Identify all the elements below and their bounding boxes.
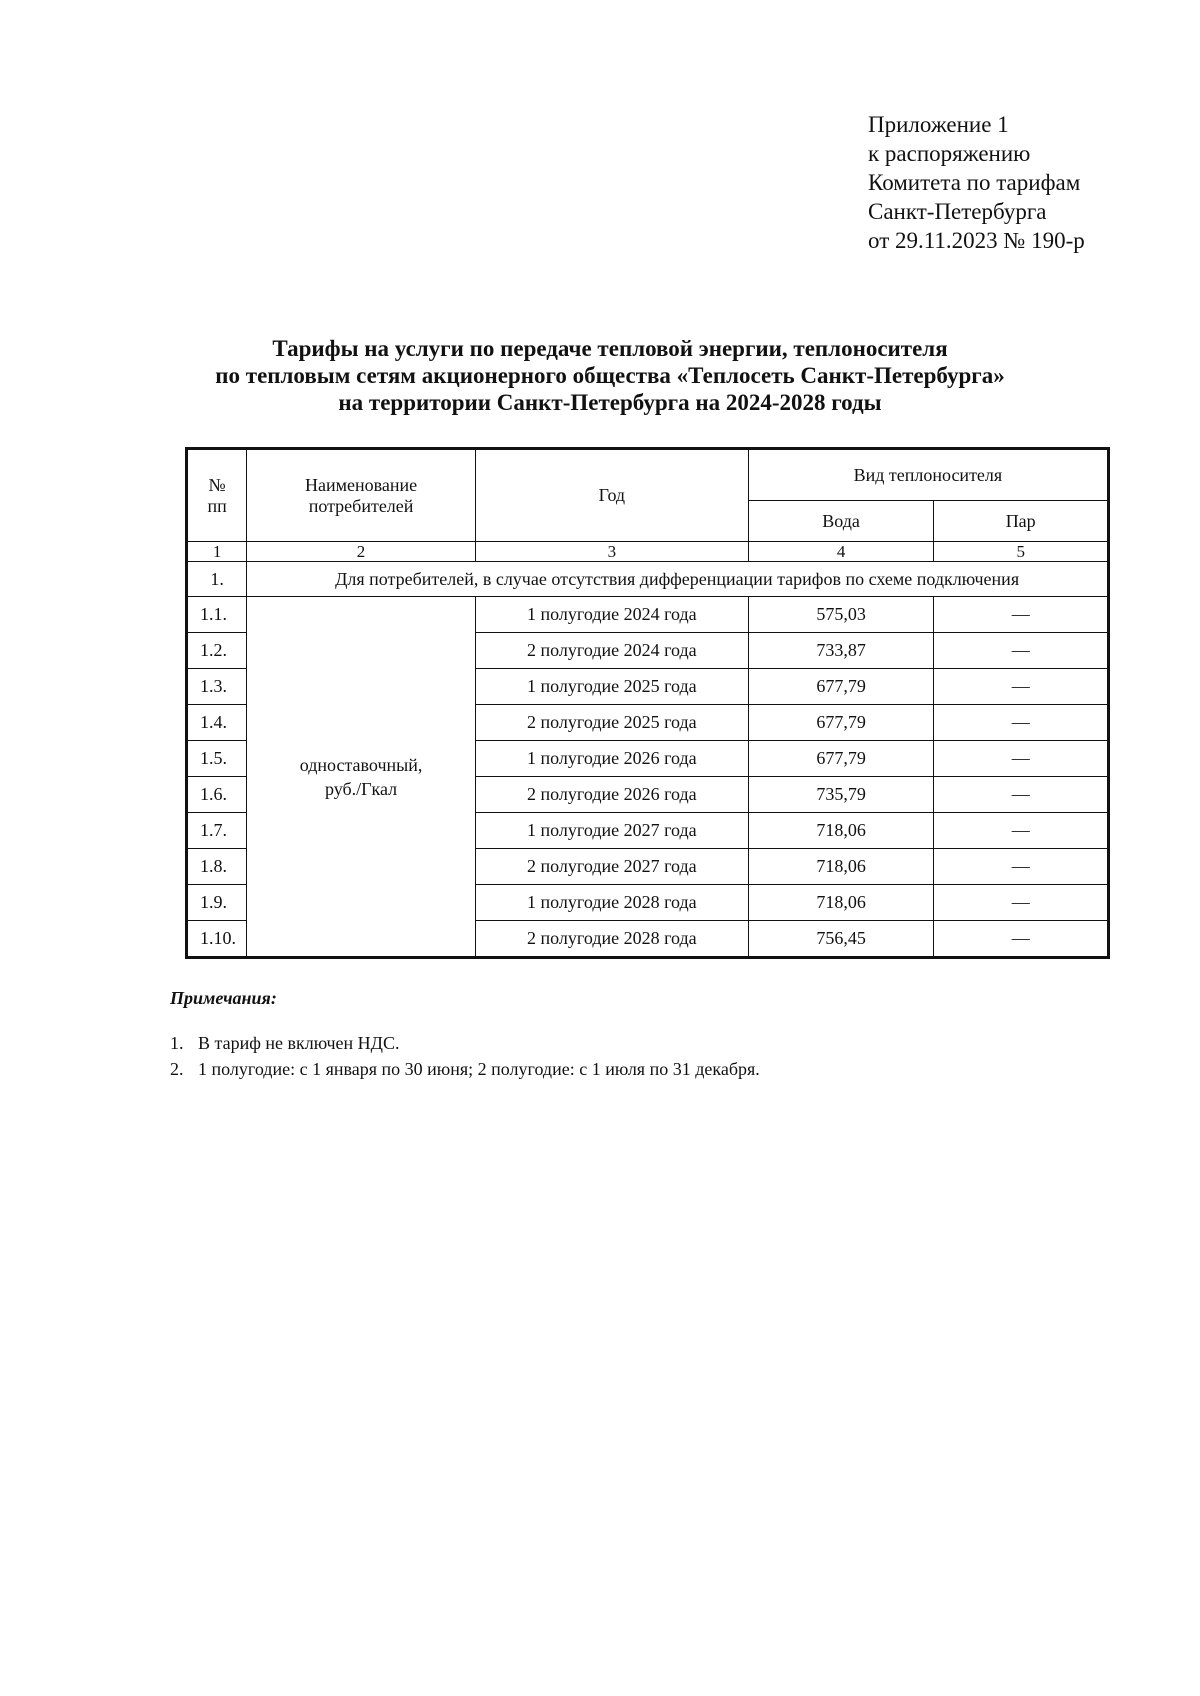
- row-period: 2 полугодие 2025 года: [475, 705, 748, 741]
- header-consumer-line1: Наименование: [304, 474, 418, 495]
- notes-list: [170, 1030, 760, 1082]
- header-consumer: [247, 449, 476, 542]
- row-water: 718,06: [748, 849, 934, 885]
- header-num: [187, 449, 247, 542]
- row-water: 718,06: [748, 885, 934, 921]
- row-period: 1 полугодие 2028 года: [475, 885, 748, 921]
- row-period: 2 полугодие 2024 года: [475, 633, 748, 669]
- row-steam: —: [934, 885, 1109, 921]
- title-line: по тепловым сетям акционерного общества «Теплосеть Санкт-Петербурга»: [215, 363, 1005, 388]
- note-item: [170, 1056, 760, 1082]
- header-row: [187, 449, 1109, 501]
- column-number: 5: [934, 542, 1109, 562]
- row-num: 1.9.: [187, 885, 247, 921]
- appendix-reference: [868, 110, 1188, 255]
- consumer-type: [247, 597, 476, 958]
- consumer-line2: руб./Гкал: [324, 778, 398, 799]
- header-consumer-line2: потребителей: [308, 495, 414, 516]
- row-num: 1.4.: [187, 705, 247, 741]
- row-num: 1.1.: [187, 597, 247, 633]
- note-text: В тариф не включен НДС.: [198, 1033, 400, 1053]
- row-steam: —: [934, 669, 1109, 705]
- notes-heading: Примечания:: [170, 988, 277, 1008]
- row-num: 1.7.: [187, 813, 247, 849]
- row-period: 2 полугодие 2027 года: [475, 849, 748, 885]
- row-steam: —: [934, 777, 1109, 813]
- row-steam: —: [934, 849, 1109, 885]
- row-water: 677,79: [748, 741, 934, 777]
- note-number: 2.: [170, 1059, 184, 1079]
- header-num-line2: пп: [207, 495, 227, 516]
- row-steam: —: [934, 921, 1109, 958]
- header-water: Вода: [748, 501, 934, 542]
- header-steam: Пар: [934, 501, 1109, 542]
- row-water: 677,79: [748, 669, 934, 705]
- appendix-line: Приложение 1: [868, 112, 1009, 137]
- row-period: 1 полугодие 2025 года: [475, 669, 748, 705]
- note-number: 1.: [170, 1033, 184, 1053]
- table-row: [187, 597, 1109, 633]
- row-num: 1.2.: [187, 633, 247, 669]
- consumer-line1: одноставочный,: [299, 754, 423, 775]
- appendix-line: Санкт-Петербурга: [868, 199, 1047, 224]
- column-number: 2: [247, 542, 476, 562]
- document-title: [150, 335, 1070, 416]
- appendix-line: от 29.11.2023 № 190-р: [868, 228, 1085, 253]
- appendix-line: к распоряжению: [868, 141, 1031, 166]
- header-carrier: Вид теплоносителя: [748, 449, 1108, 501]
- section-row: [187, 562, 1109, 597]
- title-line: на территории Санкт-Петербурга на 2024-2028 годы: [338, 390, 882, 415]
- row-water: 677,79: [748, 705, 934, 741]
- header-year: Год: [475, 449, 748, 542]
- appendix-line: Комитета по тарифам: [868, 170, 1081, 195]
- row-num: 1.6.: [187, 777, 247, 813]
- row-period: 1 полугодие 2027 года: [475, 813, 748, 849]
- row-period: 1 полугодие 2024 года: [475, 597, 748, 633]
- row-period: 2 полугодие 2028 года: [475, 921, 748, 958]
- row-water: 733,87: [748, 633, 934, 669]
- row-period: 2 полугодие 2026 года: [475, 777, 748, 813]
- title-line: Тарифы на услуги по передаче тепловой энергии, теплоносителя: [272, 336, 948, 361]
- row-period: 1 полугодие 2026 года: [475, 741, 748, 777]
- row-water: 575,03: [748, 597, 934, 633]
- row-num: 1.10.: [187, 921, 247, 958]
- note-text: 1 полугодие: с 1 января по 30 июня; 2 полугодие: с 1 июля по 31 декабря.: [198, 1059, 760, 1079]
- row-steam: —: [934, 633, 1109, 669]
- tariff-table: [185, 447, 1110, 959]
- column-number: 3: [475, 542, 748, 562]
- section-num: 1.: [187, 562, 247, 597]
- row-water: 718,06: [748, 813, 934, 849]
- row-water: 735,79: [748, 777, 934, 813]
- row-num: 1.3.: [187, 669, 247, 705]
- row-water: 756,45: [748, 921, 934, 958]
- column-number: 4: [748, 542, 934, 562]
- header-num-line1: №: [208, 474, 226, 495]
- row-num: 1.5.: [187, 741, 247, 777]
- row-steam: —: [934, 741, 1109, 777]
- row-steam: —: [934, 813, 1109, 849]
- section-label: Для потребителей, в случае отсутствия дифференциации тарифов по схеме подключения: [247, 562, 1109, 597]
- column-number: 1: [187, 542, 247, 562]
- row-num: 1.8.: [187, 849, 247, 885]
- note-item: [170, 1030, 760, 1056]
- row-steam: —: [934, 597, 1109, 633]
- row-steam: —: [934, 705, 1109, 741]
- column-number-row: [187, 542, 1109, 562]
